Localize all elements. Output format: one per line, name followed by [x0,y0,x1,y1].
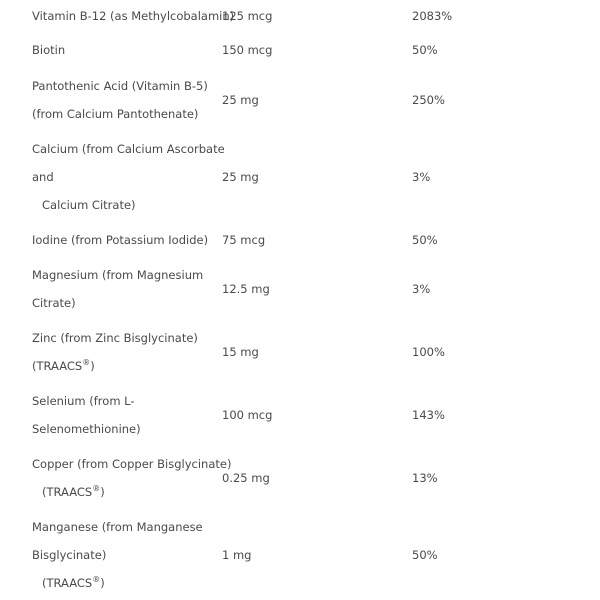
amount-per-serving: 15 mg [222,345,259,359]
daily-value-percent: 50% [412,43,438,57]
daily-value-percent: 50% [412,233,438,247]
daily-value-percent: 3% [412,282,431,296]
nutrient-name-line-2: Bisglycinate) [32,548,107,562]
nutrient-name-line-1: Pantothenic Acid (Vitamin B-5) [32,79,208,93]
closing-paren: ) [100,485,105,499]
nutrient-name-line-3 [42,576,105,590]
nutrient-name-text: (TRAACS [32,359,83,373]
daily-value-percent: 2083% [412,9,453,23]
nutrient-name-line-2: Citrate) [32,296,76,310]
closing-paren: ) [100,576,105,590]
nutrient-name-line-3: Calcium Citrate) [42,198,136,212]
daily-value-percent: 143% [412,408,445,422]
nutrient-name: Biotin [32,43,66,57]
daily-value-percent: 50% [412,548,438,562]
nutrient-name-text: (TRAACS [42,485,93,499]
amount-per-serving: 1 mg [222,548,252,562]
nutrient-name: Vitamin B-12 (as Methylcobalamin) [32,9,235,23]
nutrient-name-text: (TRAACS [42,576,93,590]
registered-trademark-symbol: ® [92,575,101,584]
nutrient-name-line-1: Manganese (from Manganese [32,520,203,534]
amount-per-serving: 12.5 mg [222,282,270,296]
amount-per-serving: 25 mg [222,93,259,107]
nutrient-name-line-2: and [32,170,54,184]
nutrient-name: Iodine (from Potassium Iodide) [32,233,209,247]
daily-value-percent: 3% [412,170,431,184]
nutrient-name-line-1: Zinc (from Zinc Bisglycinate) [32,331,198,345]
amount-per-serving: 150 mcg [222,43,273,57]
amount-per-serving: 0.25 mg [222,471,270,485]
daily-value-percent: 100% [412,345,445,359]
nutrient-name-line-2: Selenomethionine) [32,422,141,436]
nutrient-name-line-2 [32,359,95,373]
daily-value-percent: 250% [412,93,445,107]
nutrient-name-line-1: Magnesium (from Magnesium [32,268,204,282]
amount-per-serving: 100 mcg [222,408,273,422]
amount-per-serving: 25 mg [222,170,259,184]
nutrient-name-line-1: Calcium (from Calcium Ascorbate [32,142,225,156]
amount-per-serving: 75 mcg [222,233,266,247]
registered-trademark-symbol: ® [92,484,101,493]
daily-value-percent: 13% [412,471,438,485]
closing-paren: ) [90,359,95,373]
nutrient-name-line-1: Selenium (from L- [32,394,135,408]
nutrient-name-line-1: Copper (from Copper Bisglycinate) [32,457,232,471]
nutrient-name-line-2: (from Calcium Pantothenate) [32,107,199,121]
nutrient-name-line-2 [42,485,105,499]
registered-trademark-symbol: ® [82,358,91,367]
amount-per-serving: 125 mcg [222,9,273,23]
